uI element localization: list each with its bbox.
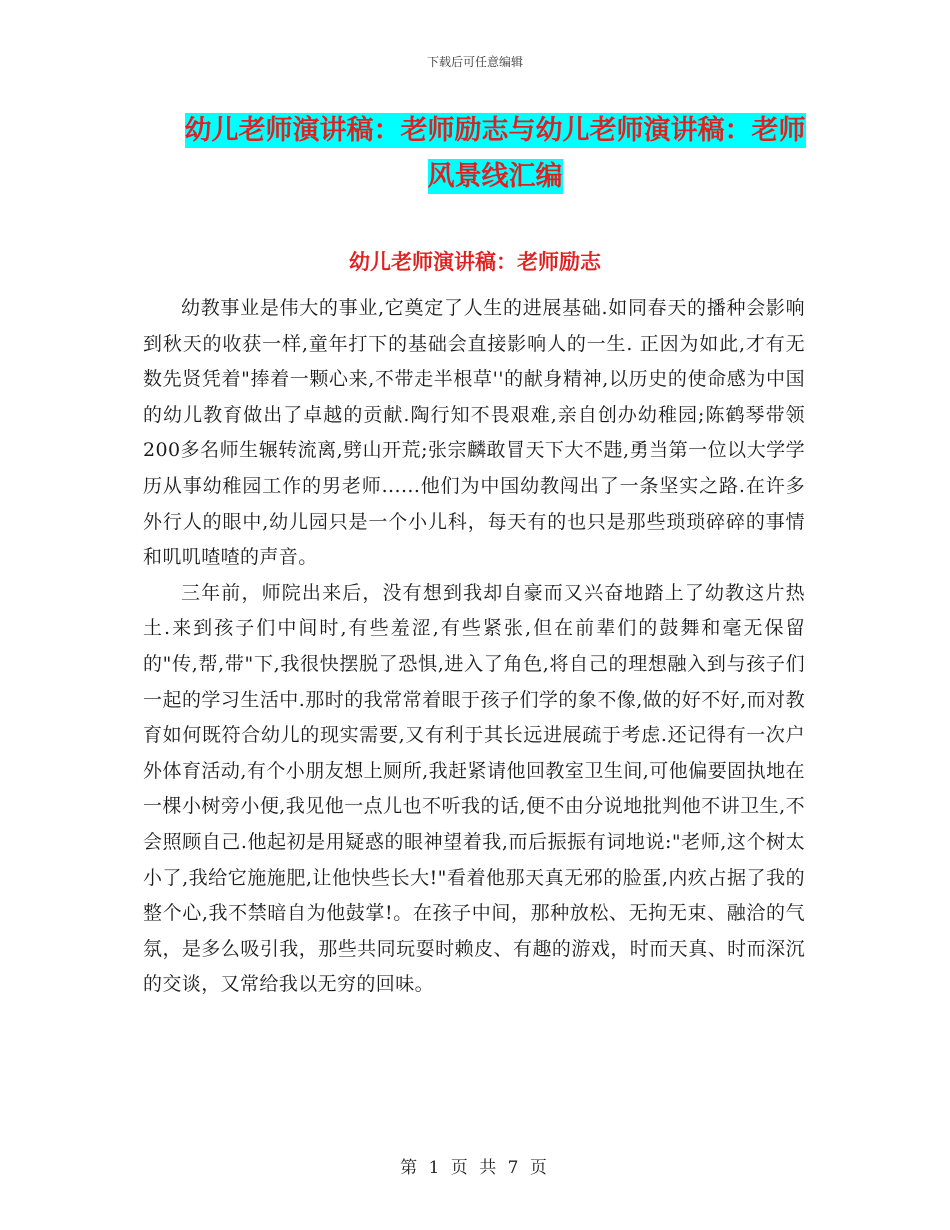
paragraph-2: 三年前，师院出来后，没有想到我却自豪而又兴奋地踏上了幼教这片热土.来到孩子们中间时,有些羞涩,有些紧张,但在前辈们的鼓舞和毫无保留的"传,帮,带"下,我很快摆脱了恐惧,进入了角色,将自己的理想融入到与孩子们一起的学习生活中.那时的我常常着眼于孩子们学的象不像,做的好不好,而对教育如何既符合幼儿的现实需要,又有利于其长远进展疏于考虑.还记得有一次户外体育活动,有个小朋友想上厕所,我赶紧请他回教室卫生间,可他偏要固执地在一棵小树旁小便,我见他一点儿也不听我的话,便不由分说地批判他不讲卫生,不会照顾自己.他起初是用疑惑的眼神望着我,而后振振有词地说:"老师,这个树太小了,我给它施施肥,让他快些长大!"看着他那天真无邪的脸蛋,内疚占据了我的整个心,我不禁暗自为他鼓掌!。在孩子中间，那种放松、无拘无束、融洽的气氛，是多么吸引我，那些共同玩耍时赖皮、有趣的游戏，时而天真、时而深沉的交谈，又常给我以无穷的回味。 <box>143 581 805 996</box>
paragraph-1: 幼教事业是伟大的事业,它奠定了人生的进展基础.如同春天的播种会影响到秋天的收获一样,童年打下的基础会直接影响人的一生. 正因为如此,才有无数先贤凭着"捧着一颗心来,不带走半根草''的献身精神,以历史的使命感为中国的幼儿教育做出了卓越的贡献.陶行知不畏艰难,亲自创办幼稚园;陈鹤琴带领200多名师生辗转流离,劈山开荒;张宗麟敢冒天下大不韪,勇当第一位以大学学历从事幼稚园工作的男老师......他们为中国幼教闯出了一条坚实之路.在许多外行人的眼中,幼儿园只是一个小儿科，每天有的也只是那些琐琐碎碎的事情和叽叽喳喳的声音。 <box>143 297 805 569</box>
document-title-line-1: 幼儿老师演讲稿：老师励志与幼儿老师演讲稿：老师 <box>184 115 806 146</box>
document-title <box>145 108 845 200</box>
document-title-line-2: 风景线汇编 <box>427 161 563 192</box>
page-header-note: 下载后可任意编辑 <box>426 55 523 69</box>
body-text <box>143 291 805 1003</box>
page-number-footer: 第 1 页 共 7 页 <box>400 1158 550 1178</box>
section-title: 幼儿老师演讲稿：老师励志 <box>349 250 601 274</box>
